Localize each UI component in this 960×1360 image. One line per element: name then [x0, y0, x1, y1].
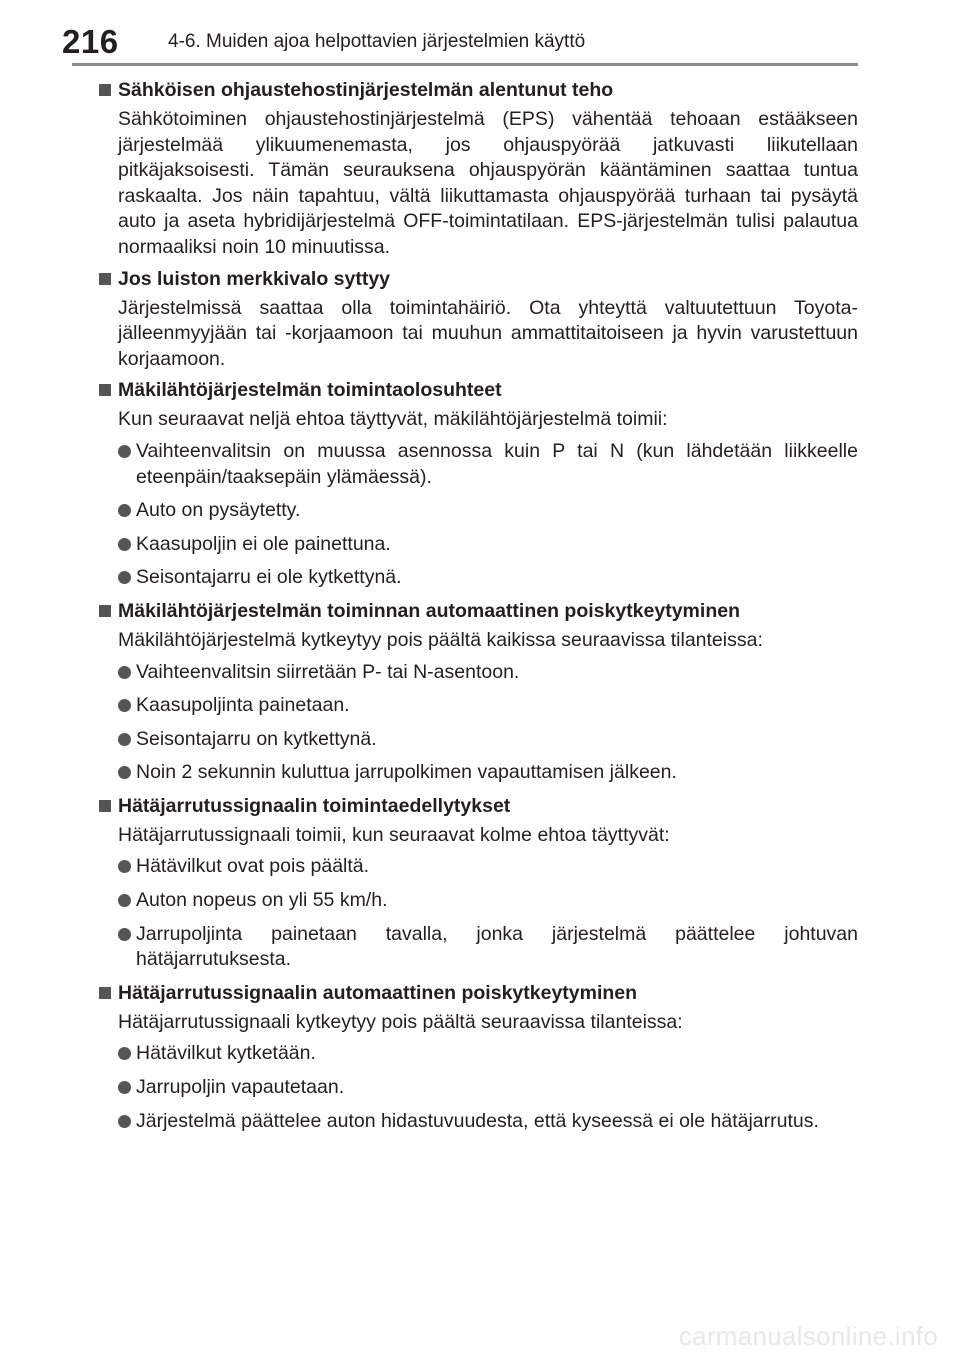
- section-body: Järjestelmissä saattaa olla toimintahäiriö. Ota yhteyttä valtuutettuun Toyota-jälleenmyyjään tai -korjaamoon tai muuhun ammattitaitoiseen ja hyvin varustettuun korjaamoon.: [118, 296, 858, 370]
- square-bullet-icon: [99, 84, 111, 96]
- square-bullet-icon: [99, 605, 111, 617]
- round-bullet-icon: [118, 1081, 131, 1094]
- list-item: Jarrupoljin vapautetaan.: [96, 1075, 858, 1101]
- round-bullet-icon: [118, 504, 131, 517]
- section-hill-start-auto-off: [96, 599, 858, 786]
- section-heading: [96, 599, 858, 624]
- round-bullet-icon: [118, 445, 131, 458]
- section-slip-indicator: [96, 267, 858, 373]
- section-heading-text: Hätäjarrutussignaalin automaattinen poiskytkeytyminen: [118, 981, 638, 1004]
- round-bullet-icon: [118, 538, 131, 551]
- square-bullet-icon: [99, 384, 111, 396]
- list-item: Vaihteenvalitsin on muussa asennossa kuin P tai N (kun lähdetään liikkeelle eteenpäin/taaksepäin ylämäessä).: [96, 439, 858, 490]
- square-bullet-icon: [99, 987, 111, 999]
- round-bullet-icon: [118, 928, 131, 941]
- square-bullet-icon: [99, 800, 111, 812]
- section-body: Sähkötoiminen ohjaustehostinjärjestelmä (EPS) vähentää tehoaan estääkseen järjestelmää ylikuumenemasta, jos ohjauspyörää jatkuvasti liikutellaan pitkäjaksoisesti. Tämän seurauksena ohjauspyörän kääntäminen saattaa tuntua raskaalta. Jos näin tapahtuu, vältä liikuttamasta ohjauspyörää turhaan tai pysäytä auto ja aseta hybridijärjestelmä OFF-toimintatilaan. EPS-järjestelmän tulisi palautua normaaliksi noin 10 minuutissa.: [118, 108, 858, 258]
- page-header: [62, 22, 902, 62]
- section-heading-text: Sähköisen ohjaustehostinjärjestelmän alentunut teho: [118, 79, 614, 101]
- list-item: Jarrupoljinta painetaan tavalla, jonka järjestelmä päättelee johtuvan hätäjarrutuksesta.: [96, 922, 858, 973]
- list-item: Vaihteenvalitsin siirretään P- tai N-asentoon.: [96, 660, 858, 686]
- round-bullet-icon: [118, 860, 131, 873]
- square-bullet-icon: [99, 273, 111, 285]
- round-bullet-icon: [118, 666, 131, 679]
- list-item: Hätävilkut kytketään.: [96, 1041, 858, 1067]
- list-item: Kaasupoljinta painetaan.: [96, 693, 858, 719]
- list-item: Seisontajarru ei ole kytkettynä.: [96, 565, 858, 591]
- round-bullet-icon: [118, 699, 131, 712]
- page-number: 216: [62, 23, 119, 60]
- section-heading: [96, 378, 858, 403]
- round-bullet-icon: [118, 571, 131, 584]
- section-heading-text: Mäkilähtöjärjestelmän toimintaolosuhteet: [118, 379, 502, 402]
- chapter-title: 4-6. Muiden ajoa helpottavien järjestelmien käyttö: [168, 31, 586, 52]
- section-heading: [96, 78, 858, 103]
- list-item: Hätävilkut ovat pois päältä.: [96, 854, 858, 880]
- section-body: Mäkilähtöjärjestelmä kytkeytyy pois päältä kaikissa seuraavissa tilanteissa:: [118, 628, 763, 651]
- list-item: Noin 2 sekunnin kuluttua jarrupolkimen vapauttamisen jälkeen.: [96, 760, 858, 786]
- section-body: Hätäjarrutussignaali kytkeytyy pois päältä seuraavissa tilanteissa:: [118, 1010, 683, 1033]
- round-bullet-icon: [118, 766, 131, 779]
- round-bullet-icon: [118, 1115, 131, 1128]
- section-body: Hätäjarrutussignaali toimii, kun seuraavat kolme ehtoa täyttyvät:: [118, 823, 670, 846]
- list-item: Järjestelmä päättelee auton hidastuvuudesta, että kyseessä ei ole hätäjarrutus.: [96, 1109, 858, 1135]
- section-emergency-signal-auto-off: [96, 981, 858, 1134]
- list-item: Auto on pysäytetty.: [96, 498, 858, 524]
- header-divider: [72, 63, 858, 66]
- section-heading: [96, 981, 858, 1006]
- page-content: [96, 78, 858, 1142]
- section-heading-text: Jos luiston merkkivalo syttyy: [118, 267, 391, 290]
- section-hill-start-conditions: [96, 378, 858, 591]
- section-heading: [96, 794, 858, 819]
- section-eps-reduced-power: [96, 78, 858, 261]
- round-bullet-icon: [118, 1047, 131, 1060]
- list-item: Auton nopeus on yli 55 km/h.: [96, 888, 858, 914]
- section-heading-text: Hätäjarrutussignaalin toimintaedellytykset: [118, 794, 511, 817]
- section-emergency-signal-conditions: [96, 794, 858, 973]
- list-item: Seisontajarru on kytkettynä.: [96, 727, 858, 753]
- section-heading: [96, 267, 858, 292]
- round-bullet-icon: [118, 894, 131, 907]
- section-heading-text: Mäkilähtöjärjestelmän toiminnan automaattinen poiskytkeytyminen: [118, 599, 740, 622]
- section-body: Kun seuraavat neljä ehtoa täyttyvät, mäkilähtöjärjestelmä toimii:: [118, 408, 668, 431]
- watermark: carmanualsonline.info: [678, 1321, 938, 1351]
- list-item: Kaasupoljin ei ole painettuna.: [96, 532, 858, 558]
- round-bullet-icon: [118, 733, 131, 746]
